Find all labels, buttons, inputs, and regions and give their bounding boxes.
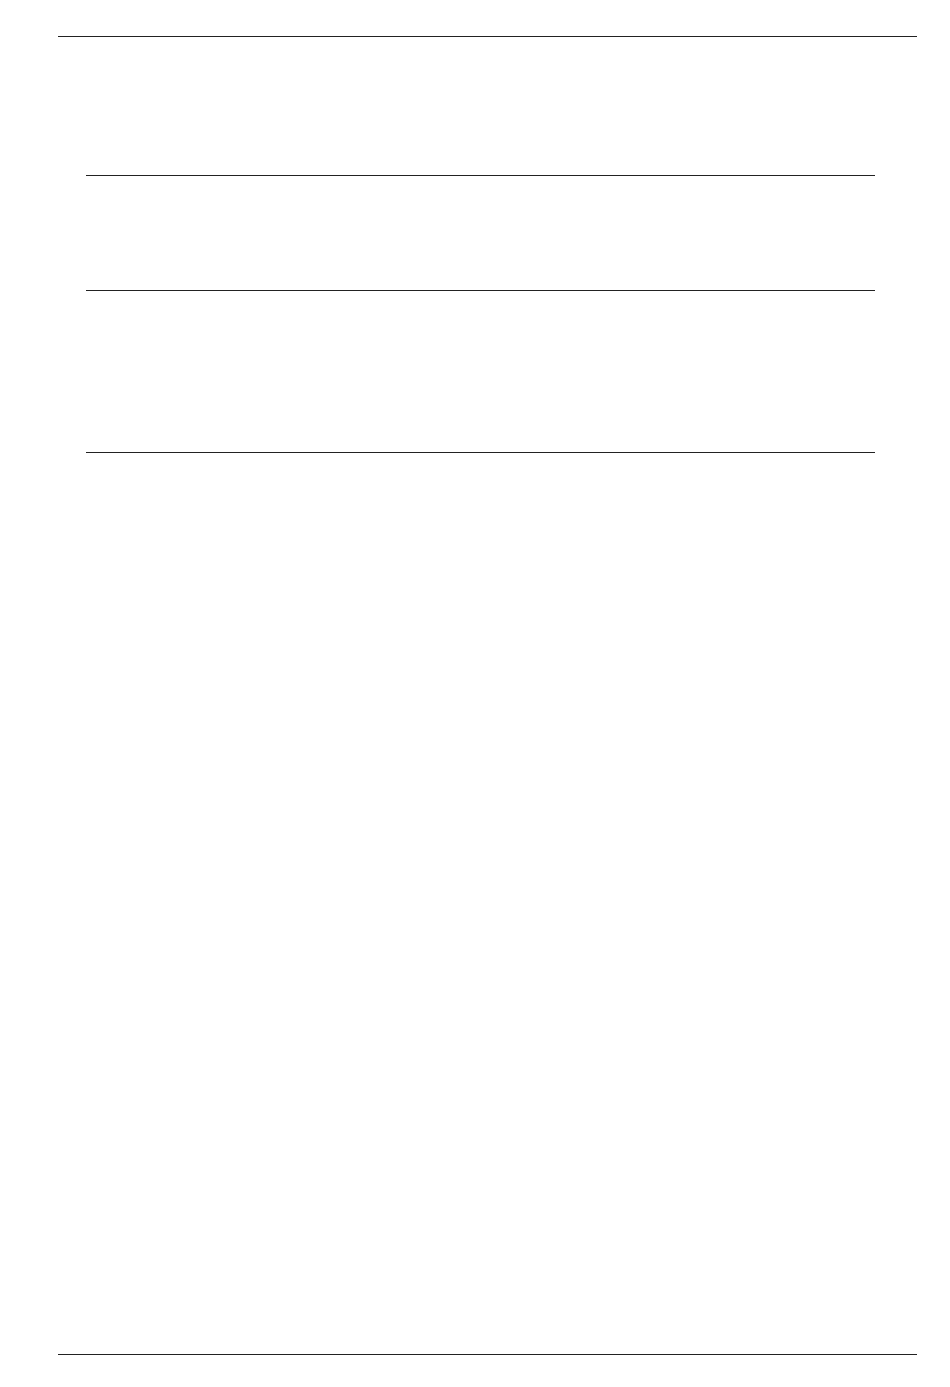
bottom-rule — [58, 1354, 917, 1355]
parts-table — [0, 0, 950, 560]
table-divider — [86, 452, 875, 453]
table-divider — [86, 175, 875, 176]
table-divider — [86, 290, 875, 291]
